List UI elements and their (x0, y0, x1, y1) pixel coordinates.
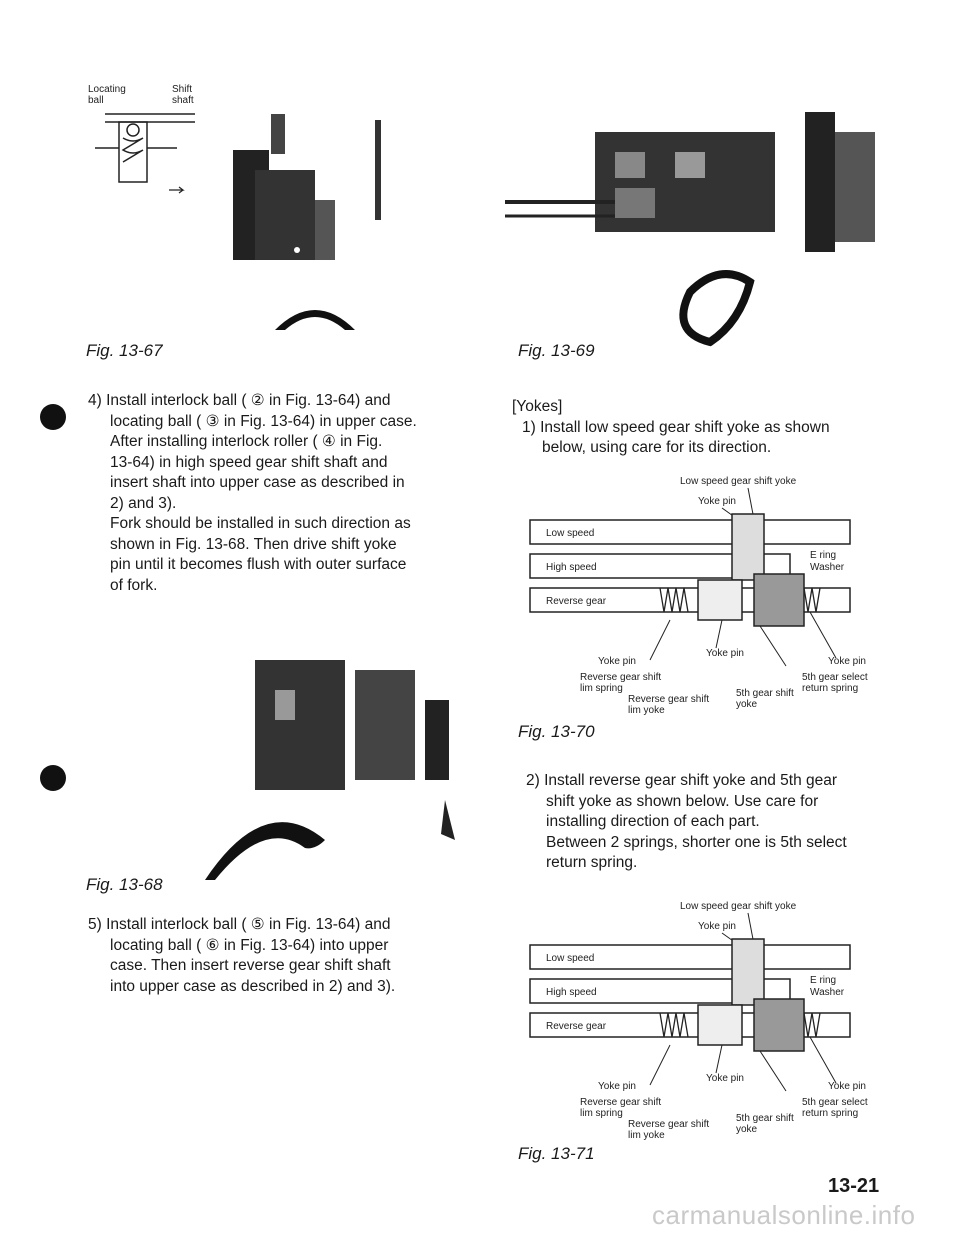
yokes-step-2-line: installing direction of each part. (546, 813, 760, 830)
diagram-label: lim spring (580, 683, 623, 694)
yokes-step-1-line: below, using care for its direction. (542, 439, 772, 456)
diagram-label: Yoke pin (706, 648, 744, 659)
diagram-label: Reverse gear shift (628, 694, 710, 705)
fig-13-71-label: Fig. 13-71 (518, 1144, 595, 1163)
diagram-label: Low speed gear shift yoke (680, 476, 797, 487)
diagram-label: 5th gear shift (736, 688, 794, 699)
step-4-line: 4) Install interlock ball ( ② in Fig. 13-64) and (88, 392, 391, 409)
binder-hole-1 (40, 404, 66, 430)
step-4-line: pin until it becomes flush with outer surface (110, 556, 407, 573)
diagram-label: Reverse gear (546, 1021, 607, 1032)
shift-shaft-label: Shift shaft (172, 84, 194, 106)
locating-ball-sketch (85, 108, 215, 218)
diagram-label: Yoke pin (598, 656, 636, 667)
diagram-label: Yoke pin (828, 656, 866, 667)
step-5-line: into upper case as described in 2) and 3). (110, 977, 396, 995)
fig-13-70-diagram (510, 470, 890, 715)
yokes-step-2-line: return spring. (546, 854, 638, 871)
fig-13-70-label: Fig. 13-70 (518, 722, 595, 741)
step-4-line: locating ball ( ③ in Fig. 13-64) in upper case. (110, 412, 417, 430)
watermark: carmanualsonline.info (652, 1200, 916, 1230)
fig-13-69-label: Fig. 13-69 (518, 341, 595, 360)
yokes-step-1-line: 1) Install low speed gear shift yoke as shown (522, 418, 830, 436)
diagram-label: E ring (810, 975, 837, 986)
step-4-paragraph (88, 391, 468, 596)
step-4-line: 13-64) in high speed gear shift shaft and (110, 453, 388, 471)
diagram-label: yoke (736, 1124, 758, 1135)
fig-13-68-photo (185, 640, 475, 885)
step-5-line: locating ball ( ⑥ in Fig. 13-64) into upper (110, 936, 389, 954)
diagram-label: Low speed gear shift yoke (680, 901, 797, 912)
binder-hole-2 (40, 765, 66, 791)
diagram-label: High speed (546, 562, 597, 573)
page-number: 13-21 (828, 1175, 880, 1197)
yokes-step-2-paragraph (516, 771, 896, 874)
step-4-line: insert shaft into upper case as described in (110, 474, 405, 491)
yokes-section (512, 397, 892, 459)
diagram-label: Low speed (546, 953, 595, 964)
diagram-label: 5th gear select (802, 672, 868, 683)
step-5-line: 5) Install interlock ball ( ⑤ in Fig. 13-64) and (88, 916, 391, 933)
diagram-label: lim spring (580, 1108, 623, 1119)
diagram-label: Yoke pin (698, 496, 736, 507)
diagram-label: Washer (810, 987, 845, 998)
step-4-line: of fork. (110, 576, 158, 594)
diagram-label: Washer (810, 562, 845, 573)
diagram-label: Low speed (546, 528, 595, 539)
step-4-line: shown in Fig. 13-68. Then drive shift yoke (110, 535, 397, 553)
diagram-label: Yoke pin (698, 921, 736, 932)
diagram-label: E ring (810, 550, 837, 561)
step-5-line: case. Then insert reverse gear shift shaft (110, 957, 391, 974)
locating-ball-label: Locating ball (88, 84, 126, 106)
yokes-heading: [Yokes] (512, 398, 563, 415)
yokes-step-2-line: shift yoke as shown below. Use care for (546, 792, 819, 810)
diagram-label: Reverse gear shift (628, 1119, 710, 1130)
diagram-label: Yoke pin (828, 1081, 866, 1092)
step-5-paragraph (88, 915, 468, 997)
step-4-line: 2) and 3). (110, 494, 177, 512)
diagram-label: 5th gear select (802, 1097, 868, 1108)
diagram-label: Reverse gear (546, 596, 607, 607)
diagram-label: Reverse gear shift (580, 672, 662, 683)
fig-13-71-diagram (510, 895, 890, 1140)
diagram-label: lim yoke (628, 705, 665, 715)
fig-13-67-photo (215, 90, 435, 340)
fig-13-67-label: Fig. 13-67 (86, 341, 163, 360)
step-4-line: Fork should be installed in such direction as (110, 515, 411, 532)
fig-13-68-label: Fig. 13-68 (86, 875, 163, 894)
diagram-label: 5th gear shift (736, 1113, 794, 1124)
yokes-step-2-line: 2) Install reverse gear shift yoke and 5th gear (526, 772, 838, 789)
diagram-label: yoke (736, 699, 758, 710)
fig-13-69-photo (505, 92, 890, 352)
yokes-step-2-line: Between 2 springs, shorter one is 5th select (546, 833, 847, 851)
diagram-label: return spring (802, 1108, 859, 1119)
step-4-line: After installing interlock roller ( ④ in Fig. (110, 433, 383, 450)
diagram-label: Reverse gear shift (580, 1097, 662, 1108)
diagram-label: Yoke pin (706, 1073, 744, 1084)
diagram-label: Yoke pin (598, 1081, 636, 1092)
diagram-label: lim yoke (628, 1130, 665, 1140)
diagram-label: return spring (802, 683, 859, 694)
diagram-label: High speed (546, 987, 597, 998)
